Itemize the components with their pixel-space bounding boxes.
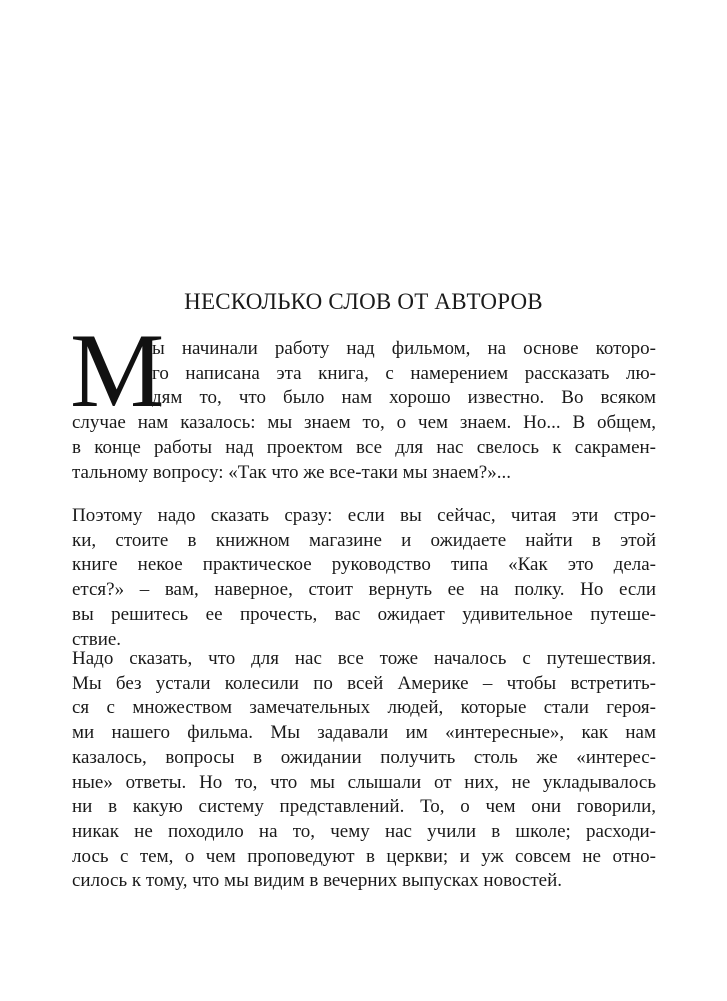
text-line: ствие.	[72, 628, 122, 650]
text-line: силось к тому, что мы видим в вечерних выпусках новостей.	[72, 870, 562, 892]
text-line: лось с тем, о чем проповедуют в церкви; и уж совсем не отно-	[72, 845, 656, 867]
text-line: Надо сказать, что для нас все тоже началось с путешествия.	[72, 648, 656, 669]
text-line: никак не походило на то, чему нас учили в школе; расходи-	[72, 820, 656, 842]
text-line: ы начинали работу над фильмом, на основе которо-	[152, 338, 656, 359]
text-line: ми нашего фильма. Мы задавали им «интересные», как нам	[72, 722, 656, 744]
text-line: ется?» – вам, наверное, стоит вернуть ее на полку. Но если	[72, 579, 656, 601]
text-line: ные» ответы. Но то, что мы слышали от них, не укладывалось	[72, 771, 656, 793]
text-line: книге некое практическое руководство типа «Как это дела-	[72, 554, 656, 576]
text-line: дям то, что было нам хорошо известно. Во всяком	[152, 387, 656, 409]
drop-cap: М	[70, 312, 165, 429]
text-line: го написана эта книга, с намерением рассказать лю-	[152, 362, 656, 384]
chapter-title: НЕСКОЛЬКО СЛОВ ОТ АВТОРОВ	[184, 289, 543, 314]
text-line: Поэтому надо сказать сразу: если вы сейчас, читая эти стро-	[72, 505, 656, 526]
text-line: вы решитесь ее прочесть, вас ожидает удивительное путеше-	[72, 603, 656, 625]
text-line: казалось, вопросы в ожидании получить столь же «интерес-	[72, 746, 656, 768]
text-line: ся с множеством замечательных людей, которые стали героя-	[72, 697, 656, 719]
text-line: тальному вопросу: «Так что же все-таки мы знаем?»...	[72, 461, 511, 483]
text-line: ки, стоите в книжном магазине и ожидаете найти в этой	[72, 529, 656, 551]
text-line: Мы без устали колесили по всей Америке – чтобы встретить-	[72, 672, 656, 694]
text-line: случае нам казалось: мы знаем то, о чем знаем. Но... В общем,	[72, 412, 656, 434]
text-line: в конце работы над проектом все для нас свелось к сакрамен-	[72, 436, 656, 458]
text-line: ни в какую систему представлений. То, о чем они говорили,	[72, 796, 656, 818]
